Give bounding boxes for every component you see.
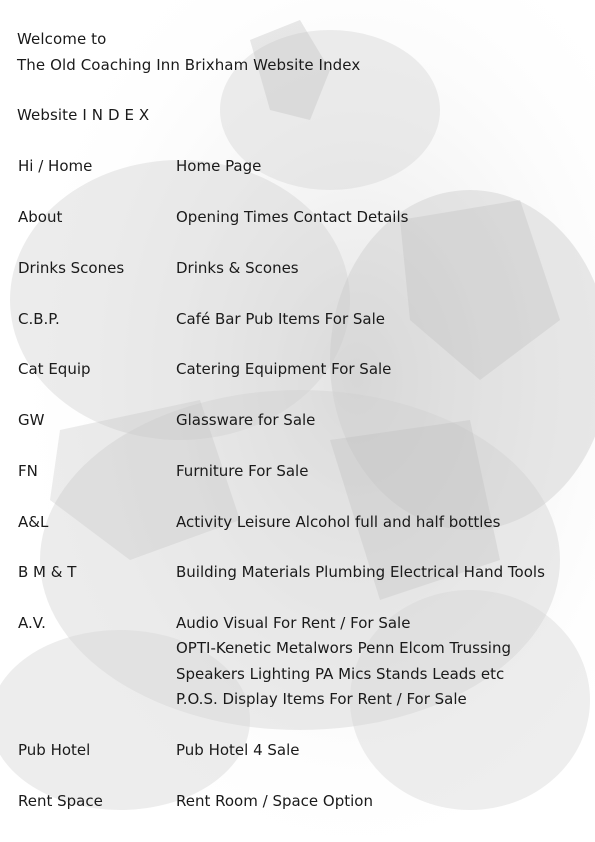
index-description-line: Drinks & Scones xyxy=(176,259,299,277)
index-description[interactable] xyxy=(176,789,373,814)
index-description[interactable] xyxy=(176,738,300,763)
index-key[interactable]: Pub Hotel xyxy=(18,741,91,759)
index-key[interactable]: B M & T xyxy=(18,563,77,581)
index-key[interactable]: GW xyxy=(18,411,45,429)
index-description[interactable] xyxy=(176,205,408,230)
index-description-line: Activity Leisure Alcohol full and half bottles xyxy=(176,513,501,531)
index-description[interactable] xyxy=(176,510,500,535)
index-title: Website I N D E X xyxy=(17,106,150,124)
index-description[interactable] xyxy=(176,256,299,281)
index-description-line: P.O.S. Display Items For Rent / For Sale xyxy=(176,690,467,709)
index-key[interactable]: A&L xyxy=(18,513,49,531)
index-key[interactable]: Rent Space xyxy=(18,792,103,810)
index-description-line: Speakers Lighting PA Mics Stands Leads etc xyxy=(176,664,505,683)
index-key[interactable]: Cat Equip xyxy=(18,360,91,378)
index-description-line: Café Bar Pub Items For Sale xyxy=(176,310,385,328)
index-key[interactable]: Drinks Scones xyxy=(18,259,125,277)
index-description[interactable] xyxy=(176,154,261,179)
index-description-line: Audio Visual For Rent / For Sale xyxy=(176,614,411,632)
index-description-line: Building Materials Plumbing Electrical Hand Tools xyxy=(176,563,545,581)
index-description[interactable] xyxy=(176,307,385,332)
index-description-line: Rent Room / Space Option xyxy=(176,792,373,810)
index-description-line: Opening Times Contact Details xyxy=(176,208,409,226)
index-description[interactable] xyxy=(176,611,511,713)
index-key[interactable]: C.B.P. xyxy=(18,310,60,328)
index-description-line: Glassware for Sale xyxy=(176,411,316,429)
index-description[interactable] xyxy=(176,357,391,382)
index-description[interactable] xyxy=(176,459,308,484)
index-description-line: Catering Equipment For Sale xyxy=(176,360,392,378)
index-key[interactable]: About xyxy=(18,208,63,226)
index-key[interactable]: Hi / Home xyxy=(18,157,93,175)
index-description-line: OPTI-Kenetic Metalwors Penn Elcom Trussing xyxy=(176,639,512,658)
welcome-text: Welcome to xyxy=(17,30,107,48)
index-description[interactable] xyxy=(176,560,545,585)
index-description[interactable] xyxy=(176,408,315,433)
index-description-line: Home Page xyxy=(176,157,262,175)
index-description-line: Furniture For Sale xyxy=(176,462,309,480)
index-key[interactable]: FN xyxy=(18,462,38,480)
index-key[interactable]: A.V. xyxy=(18,614,46,632)
index-description-line: Pub Hotel 4 Sale xyxy=(176,741,300,759)
site-title: The Old Coaching Inn Brixham Website Index xyxy=(17,56,361,74)
